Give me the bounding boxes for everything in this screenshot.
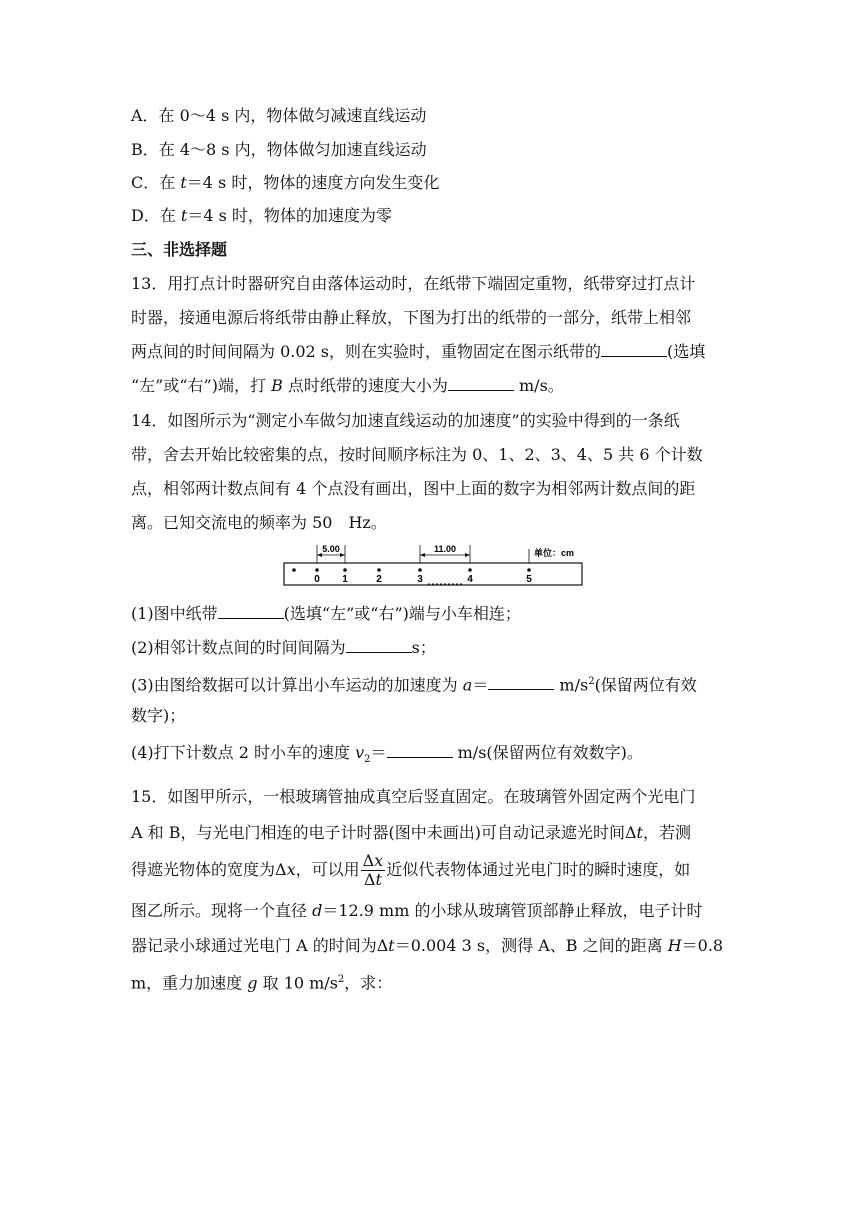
q14-line1: 14．如图所示为“测定小车做匀加速直线运动的加速度”的实验中得到的一条纸 <box>131 411 680 430</box>
ticker-tape-diagram <box>283 541 585 591</box>
answer-blank[interactable] <box>601 342 667 357</box>
count-point-5 <box>527 568 531 572</box>
q13-line3: 两点间的时间间隔为 0.02 s，则在实验时，重物固定在图示纸带的 (选填 <box>131 342 706 361</box>
arrow-head <box>340 553 345 557</box>
q14-sub3: (3)由图给数据可以计算出小车运动的加速度为 $a= m/s^2$(保留两位有效 <box>131 675 697 695</box>
point-label: 5 <box>526 574 532 585</box>
option-a: A．在 0～4 s 内，物体做匀减速直线运动 <box>131 106 427 125</box>
q13-line1: 13．用打点计时器研究自由落体运动时，在纸带下端固定重物，纸带穿过打点计 <box>131 274 696 293</box>
unit-label: 单位：cm <box>534 548 575 558</box>
answer-blank[interactable] <box>488 675 554 690</box>
q14-sub1: (1)图中纸带 (选填“左”或“右”)端与小车相连； <box>131 604 521 623</box>
answer-blank[interactable] <box>218 604 284 619</box>
q13-line4: “左”或“右”)端，打 B 点时纸带的速度大小为 m/s。 <box>131 376 564 395</box>
q14-sub4: (4)打下计数点 2 时小车的速度 $v_2= m/s$(保留两位有效数字)。 <box>131 743 643 766</box>
q15-line1: 15．如图甲所示，一根玻璃管抽成真空后竖直固定。在玻璃管外固定两个光电门 <box>131 787 696 806</box>
section-heading: 三、非选择题 <box>131 240 228 259</box>
arrow-head <box>420 553 425 557</box>
q14-line4: 离。已知交流电的频率为 50 Hz。 <box>131 513 387 532</box>
point-label: 4 <box>467 574 473 585</box>
count-point-1 <box>343 568 347 572</box>
answer-blank[interactable] <box>448 376 514 391</box>
dim-label-2: 11.00 <box>433 544 457 554</box>
point-label: 0 <box>314 574 320 585</box>
option-d: D．在 t＝4 s 时，物体的加速度为零 <box>131 206 392 225</box>
q14-line2: 带，舍去开始比较密集的点，按时间顺序标注为 0、1、2、3、4、5 共 6 个计数 <box>131 445 703 464</box>
q15-line4: 图乙所示。现将一个直径 d＝12.9 mm 的小球从玻璃管顶部静止释放，电子计时 <box>131 901 703 920</box>
answer-blank[interactable] <box>346 638 412 653</box>
tape-strip <box>284 563 582 585</box>
point-label: 2 <box>376 574 382 585</box>
dim-label-1: 5.00 <box>322 544 340 554</box>
leading-dot <box>292 568 296 572</box>
q15-line2: A 和 B，与光电门相连的电子计时器(图中未画出)可自动记录遮光时间Δt，若测 <box>131 823 691 842</box>
q15-line5: 器记录小球通过光电门 A 的时间为Δt＝0.004 3 s，测得 A、B 之间的距离 H＝0.8 <box>131 936 724 955</box>
q14-sub2: (2)相邻计数点间的时间间隔为 s； <box>131 638 436 657</box>
point-label: 1 <box>342 574 348 585</box>
option-b: B．在 4～8 s 内，物体做匀加速直线运动 <box>131 140 427 159</box>
count-point-0 <box>315 568 319 572</box>
count-point-4 <box>468 568 472 572</box>
fraction-dx-dt: $\frac{\Delta x}{\Delta t}$ <box>362 851 384 889</box>
q14-sub3-line2: 数字)； <box>131 706 186 725</box>
q13-line2: 时器，接通电源后将纸带由静止释放，下图为打出的纸带的一部分，纸带上相邻 <box>131 308 692 327</box>
q15-line6: m，重力加速度 g 取 10 $m/s^2$，求： <box>131 973 393 993</box>
option-c: C．在 t＝4 s 时，物体的速度方向发生变化 <box>131 173 440 192</box>
point-label: 3 <box>417 574 423 585</box>
arrow-head <box>465 553 470 557</box>
count-point-3 <box>418 568 422 572</box>
answer-blank[interactable] <box>387 743 453 758</box>
count-point-2 <box>377 568 381 572</box>
q14-line3: 点，相邻两计数点间有 4 个点没有画出，图中上面的数字为相邻两计数点间的距 <box>131 479 696 498</box>
q15-line3: 得遮光物体的宽度为Δx，可以用 $\frac{\Delta x}{\Delta t}$ 近似代表物体通过光电门时的瞬时速度，如 <box>131 851 691 889</box>
